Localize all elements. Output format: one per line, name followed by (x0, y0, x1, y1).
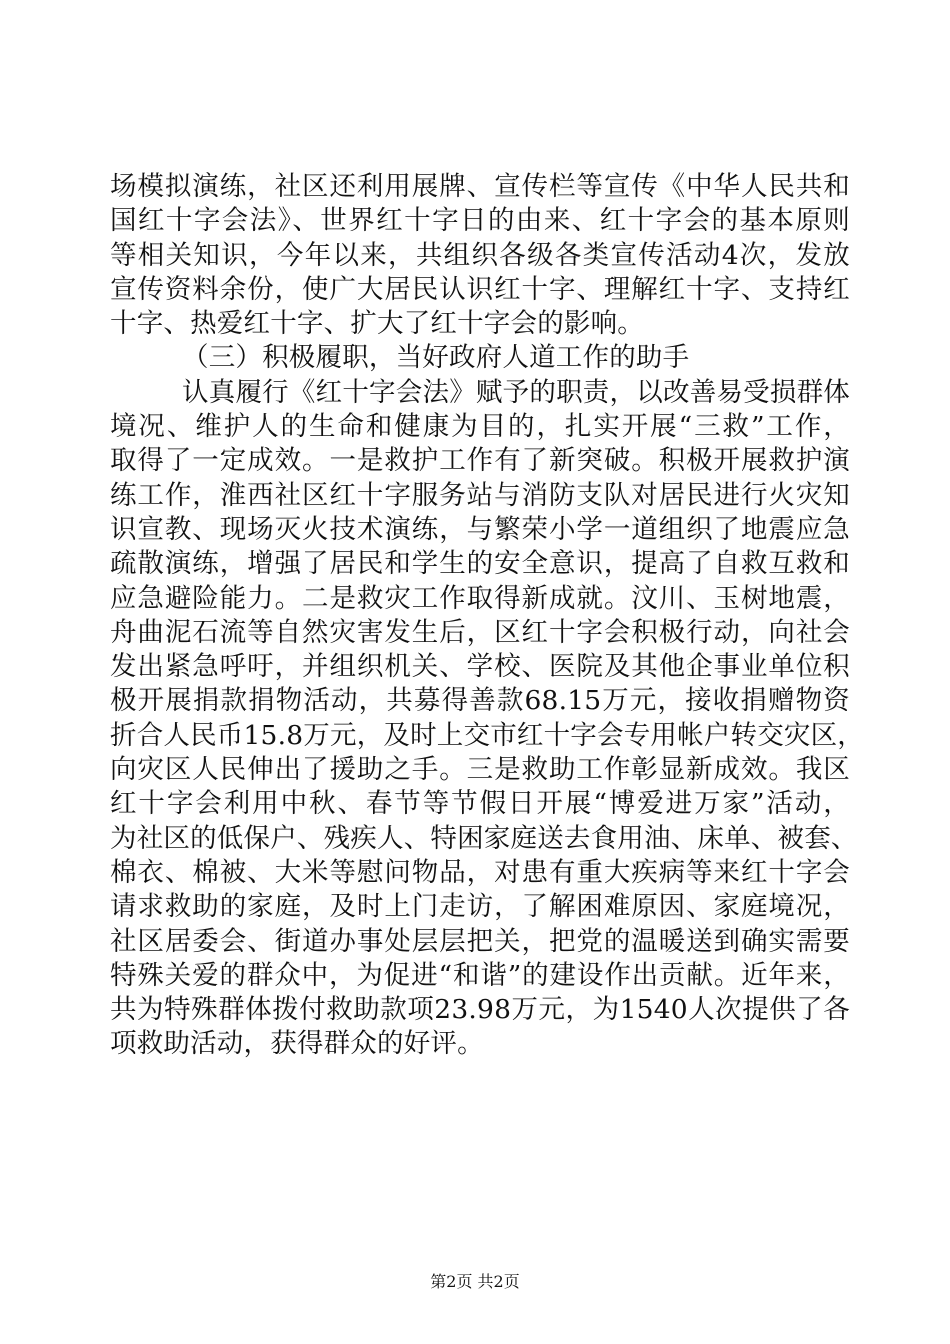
document-body (110, 170, 865, 1062)
text-line: 识宣教、现场灭火技术演练，与繁荣小学一道组织了地震应急 (110, 513, 850, 545)
text-line: 项救助活动，获得群众的好评。 (110, 1028, 484, 1060)
text-line: 为社区的低保户、残疾人、特困家庭送去食用油、床单、被套、 (110, 822, 858, 854)
text-line: 应急避险能力。二是救灾工作取得新成就。汶川、玉树地震， (110, 582, 850, 614)
text-line: 红十字会利用中秋、春节等节假日开展“博爱进万家”活动， (110, 788, 850, 820)
text-line: 疏散演练，增强了居民和学生的安全意识，提高了自救互救和 (110, 548, 850, 580)
text-line: 极开展捐款捐物活动，共募得善款68.15万元，接收捐赠物资 (110, 685, 850, 717)
text-line: 舟曲泥石流等自然灾害发生后，区红十字会积极行动，向社会 (110, 616, 850, 648)
text-line: 十字、热爱红十字、扩大了红十字会的影响。 (110, 308, 644, 340)
text-line: 特殊关爱的群众中，为促进“和谐”的建设作出贡献。近年来， (110, 959, 850, 991)
text-line: 境况、维护人的生命和健康为目的，扎实开展“三救”工作， (110, 411, 850, 443)
text-line: 棉衣、棉被、大米等慰问物品，对患有重大疾病等来红十字会 (110, 856, 850, 888)
page-number-footer: 第2页 共2页 (430, 1272, 520, 1291)
text-line: 等相关知识，今年以来，共组织各级各类宣传活动4次，发放 (110, 239, 850, 271)
text-line: 场模拟演练，社区还利用展牌、宣传栏等宣传《中华人民共和 (110, 171, 850, 202)
text-line: 认真履行《红十字会法》赋予的职责，以改善易受损群体 (182, 376, 850, 408)
text-line: 社区居委会、街道办事处层层把关，把党的温暖送到确实需要 (110, 925, 850, 957)
text-line: 练工作，淮西社区红十字服务站与消防支队对居民进行火灾知 (110, 479, 850, 511)
text-line: 取得了一定成效。一是救护工作有了新突破。积极开展救护演 (110, 445, 850, 477)
text-line: 共为特殊群体拨付救助款项23.98万元，为1540人次提供了各 (110, 994, 850, 1026)
text-line: 向灾区人民伸出了援助之手。三是救助工作彰显新成效。我区 (110, 754, 850, 786)
text-line: 宣传资料余份，使广大居民认识红十字、理解红十字、支持红 (110, 273, 850, 305)
section-heading: （三）积极履职，当好政府人道工作的助手 (182, 342, 690, 374)
text-line: 请求救助的家庭，及时上门走访，了解困难原因、家庭境况， (110, 891, 850, 923)
text-line: 发出紧急呼吁，并组织机关、学校、医院及其他企事业单位积 (110, 651, 850, 683)
text-line: 国红十字会法》、世界红十字日的由来、红十字会的基本原则 (110, 205, 850, 237)
text-line: 折合人民币15.8万元，及时上交市红十字会专用帐户转交灾区， (110, 719, 865, 751)
